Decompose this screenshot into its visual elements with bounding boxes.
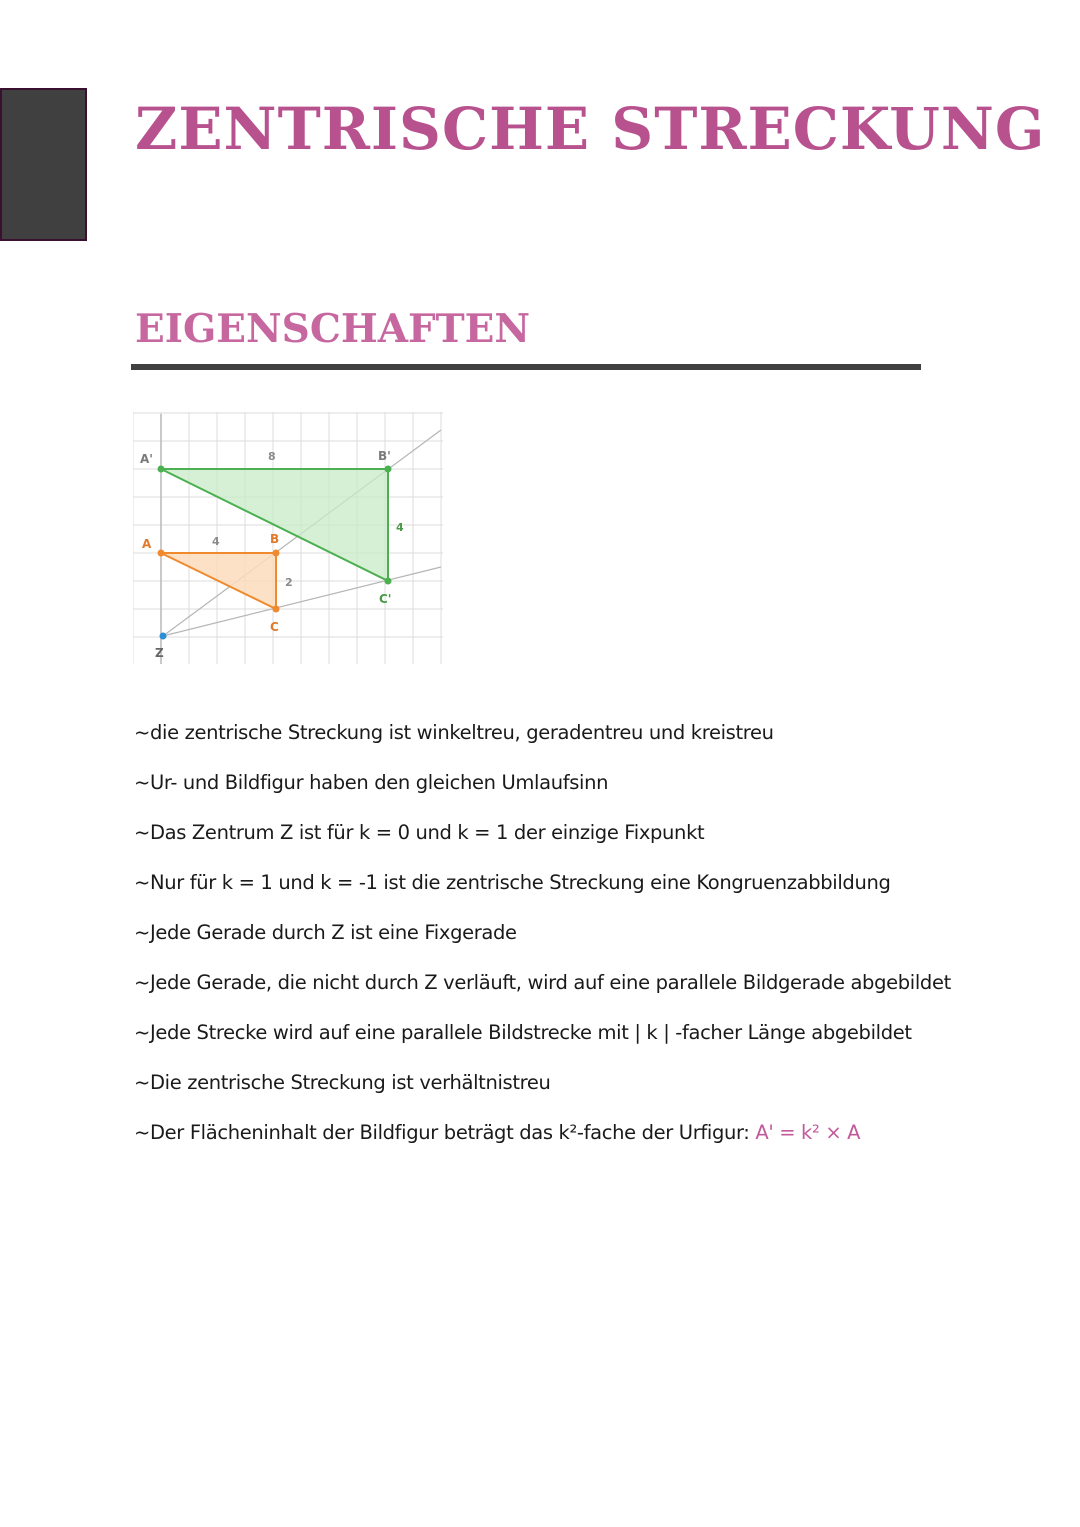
label-B: B bbox=[270, 532, 280, 546]
grid bbox=[133, 412, 443, 664]
length-BC: 2 bbox=[285, 576, 293, 589]
area-property-text: ~Der Flächeninhalt der Bildfigur beträgt das k²-fache der Urfigur: bbox=[134, 1121, 756, 1144]
label-A-prime: A' bbox=[140, 452, 153, 466]
label-A: A bbox=[142, 537, 152, 551]
property-item: ~die zentrische Streckung ist winkeltreu, geradentreu und kreistreu bbox=[134, 721, 774, 744]
point-B bbox=[273, 550, 280, 557]
length-AB: 4 bbox=[212, 535, 220, 548]
property-item: ~Die zentrische Streckung ist verhältnistreu bbox=[134, 1071, 551, 1094]
length-A-prime-B-prime: 8 bbox=[268, 450, 276, 463]
label-C-prime: C' bbox=[379, 592, 392, 606]
point-A bbox=[158, 550, 165, 557]
property-item: ~Jede Gerade, die nicht durch Z verläuft, wird auf eine parallele Bildgerade abgebildet bbox=[134, 971, 951, 994]
area-formula: A' = k² × A bbox=[755, 1121, 861, 1144]
length-B-prime-C-prime: 4 bbox=[396, 521, 404, 534]
property-item: ~Das Zentrum Z ist für k = 0 und k = 1 der einzige Fixpunkt bbox=[134, 821, 705, 844]
properties-list bbox=[134, 718, 1064, 1168]
diagram-svg bbox=[133, 412, 443, 667]
label-C: C bbox=[270, 620, 279, 634]
section-title: EIGENSCHAFTEN bbox=[135, 306, 531, 352]
point-A-prime bbox=[158, 466, 165, 473]
property-item: ~Jede Gerade durch Z ist eine Fixgerade bbox=[134, 921, 517, 944]
property-item: ~Nur für k = 1 und k = -1 ist die zentrische Streckung eine Kongruenzabbildung bbox=[134, 871, 891, 894]
label-B-prime: B' bbox=[378, 449, 391, 463]
ray-through-C bbox=[163, 567, 441, 636]
section-divider bbox=[131, 364, 921, 370]
point-C bbox=[273, 606, 280, 613]
point-C-prime bbox=[385, 578, 392, 585]
property-item: ~Ur- und Bildfigur haben den gleichen Umlaufsinn bbox=[134, 771, 609, 794]
point-B-prime bbox=[385, 466, 392, 473]
stretching-diagram bbox=[133, 412, 443, 667]
side-decor-block bbox=[0, 88, 87, 241]
page-title: ZENTRISCHE STRECKUNG bbox=[135, 95, 1046, 163]
label-Z: Z bbox=[155, 646, 164, 660]
property-item-area bbox=[134, 1118, 1064, 1168]
property-item: ~Jede Strecke wird auf eine parallele Bildstrecke mit | k | -facher Länge abgebildet bbox=[134, 1021, 912, 1044]
point-Z bbox=[160, 633, 167, 640]
